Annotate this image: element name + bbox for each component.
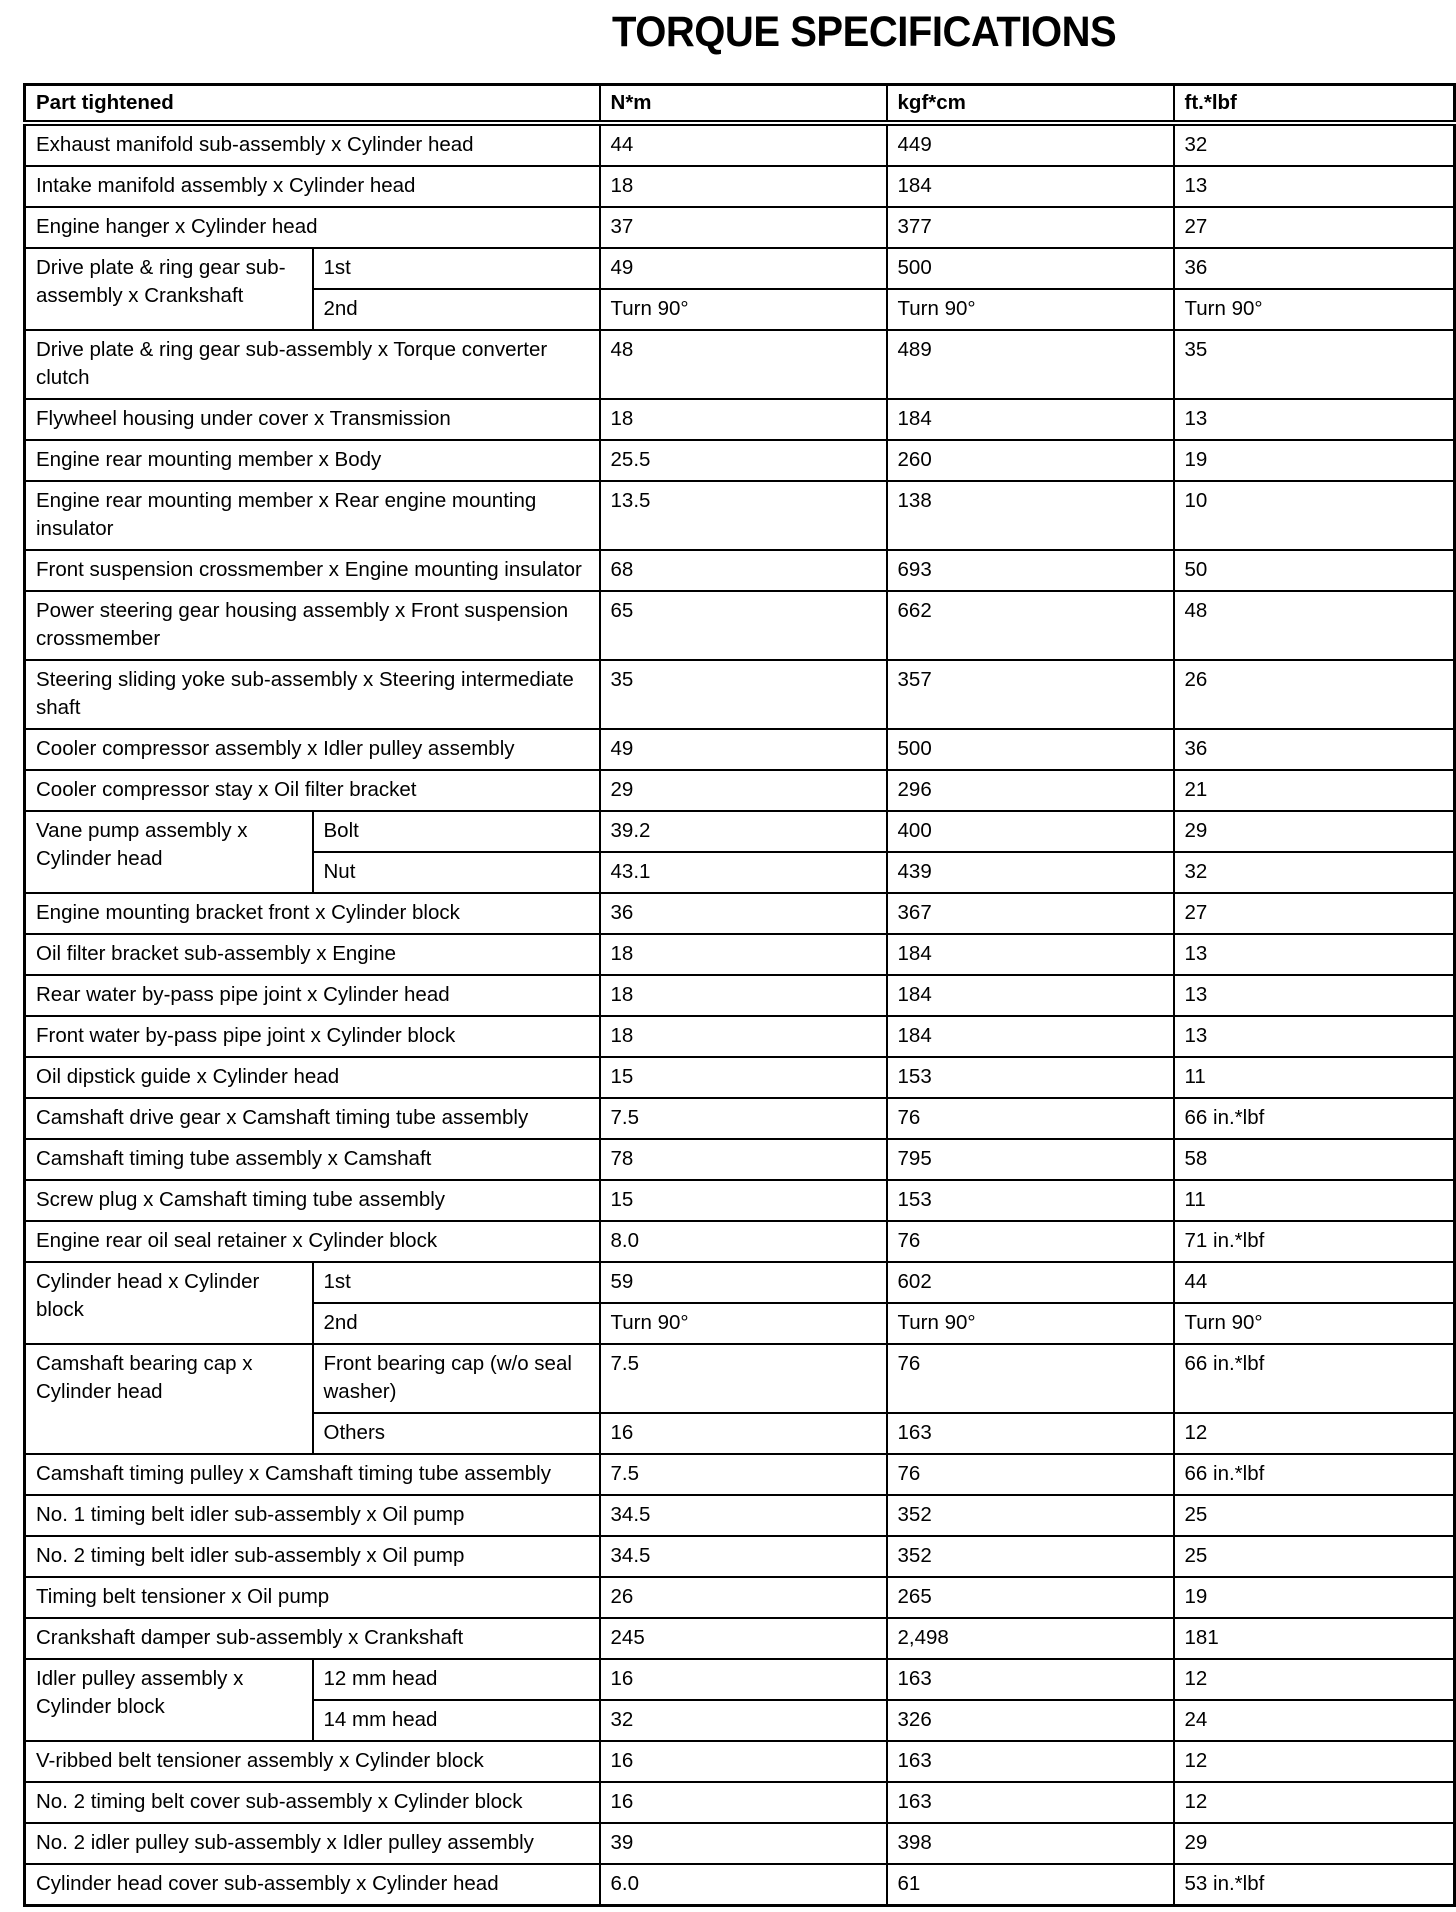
part-cell: Cooler compressor stay x Oil filter bracket (25, 770, 600, 811)
table-row (25, 1741, 1455, 1782)
ft-lbf-cell: 13 (1174, 166, 1455, 207)
kgf-cm-cell: Turn 90° (887, 1303, 1174, 1344)
kgf-cm-cell: Turn 90° (887, 289, 1174, 330)
nm-cell: 44 (600, 123, 887, 166)
nm-cell: 34.5 (600, 1495, 887, 1536)
ft-lbf-cell: 27 (1174, 893, 1455, 934)
part-cell: Timing belt tensioner x Oil pump (25, 1577, 600, 1618)
part-cell: Intake manifold assembly x Cylinder head (25, 166, 600, 207)
table-row (25, 248, 1455, 289)
kgf-cm-cell: 153 (887, 1057, 1174, 1098)
part-cell: Oil filter bracket sub-assembly x Engine (25, 934, 600, 975)
ft-lbf-cell: 12 (1174, 1659, 1455, 1700)
ft-lbf-cell: 36 (1174, 248, 1455, 289)
nm-cell: 18 (600, 1016, 887, 1057)
ft-lbf-cell: 66 in.*lbf (1174, 1098, 1455, 1139)
table-row (25, 550, 1455, 591)
table-row (25, 1139, 1455, 1180)
nm-cell: 18 (600, 934, 887, 975)
part-cell: Exhaust manifold sub-assembly x Cylinder head (25, 123, 600, 166)
ft-lbf-cell: 66 in.*lbf (1174, 1344, 1455, 1413)
part-cell: Vane pump assembly x Cylinder head (25, 811, 313, 893)
condition-cell: Nut (313, 852, 600, 893)
nm-cell: 7.5 (600, 1098, 887, 1139)
ft-lbf-cell: 13 (1174, 1016, 1455, 1057)
nm-cell: 26 (600, 1577, 887, 1618)
part-cell: No. 2 timing belt cover sub-assembly x Cylinder block (25, 1782, 600, 1823)
nm-cell: 78 (600, 1139, 887, 1180)
kgf-cm-cell: 662 (887, 591, 1174, 660)
table-row (25, 166, 1455, 207)
ft-lbf-cell: 29 (1174, 1823, 1455, 1864)
condition-cell: 1st (313, 1262, 600, 1303)
part-cell: No. 1 timing belt idler sub-assembly x Oil pump (25, 1495, 600, 1536)
part-cell: Engine hanger x Cylinder head (25, 207, 600, 248)
table-row (25, 811, 1455, 852)
nm-cell: 68 (600, 550, 887, 591)
kgf-cm-cell: 153 (887, 1180, 1174, 1221)
kgf-cm-cell: 449 (887, 123, 1174, 166)
table-row (25, 207, 1455, 248)
nm-cell: 25.5 (600, 440, 887, 481)
nm-cell: 16 (600, 1413, 887, 1454)
kgf-cm-cell: 260 (887, 440, 1174, 481)
part-cell: Idler pulley assembly x Cylinder block (25, 1659, 313, 1741)
ft-lbf-cell: 12 (1174, 1741, 1455, 1782)
table-row (25, 591, 1455, 660)
part-cell: Oil dipstick guide x Cylinder head (25, 1057, 600, 1098)
table-row (25, 729, 1455, 770)
kgf-cm-cell: 500 (887, 248, 1174, 289)
kgf-cm-cell: 184 (887, 934, 1174, 975)
ft-lbf-cell: 25 (1174, 1495, 1455, 1536)
kgf-cm-cell: 2,498 (887, 1618, 1174, 1659)
ft-lbf-cell: 24 (1174, 1700, 1455, 1741)
kgf-cm-cell: 163 (887, 1782, 1174, 1823)
kgf-cm-cell: 138 (887, 481, 1174, 550)
nm-cell: 15 (600, 1057, 887, 1098)
ft-lbf-cell: 13 (1174, 399, 1455, 440)
part-cell: Cylinder head x Cylinder block (25, 1262, 313, 1344)
ft-lbf-cell: 71 in.*lbf (1174, 1221, 1455, 1262)
table-header-row (25, 85, 1455, 124)
part-cell: Rear water by-pass pipe joint x Cylinder head (25, 975, 600, 1016)
table-row (25, 1659, 1455, 1700)
ft-lbf-cell: 12 (1174, 1782, 1455, 1823)
ft-lbf-cell: 12 (1174, 1413, 1455, 1454)
ft-lbf-cell: 35 (1174, 330, 1455, 399)
kgf-cm-cell: 163 (887, 1413, 1174, 1454)
nm-cell: 7.5 (600, 1454, 887, 1495)
part-cell: Engine mounting bracket front x Cylinder block (25, 893, 600, 934)
kgf-cm-cell: 602 (887, 1262, 1174, 1303)
nm-cell: 39 (600, 1823, 887, 1864)
nm-cell: 16 (600, 1659, 887, 1700)
table-row (25, 330, 1455, 399)
ft-lbf-cell: 48 (1174, 591, 1455, 660)
kgf-cm-cell: 398 (887, 1823, 1174, 1864)
kgf-cm-cell: 439 (887, 852, 1174, 893)
kgf-cm-cell: 76 (887, 1221, 1174, 1262)
table-row (25, 1823, 1455, 1864)
kgf-cm-cell: 184 (887, 1016, 1174, 1057)
kgf-cm-cell: 184 (887, 399, 1174, 440)
part-cell: Drive plate & ring gear sub-assembly x Crankshaft (25, 248, 313, 330)
kgf-cm-cell: 795 (887, 1139, 1174, 1180)
table-body (25, 123, 1455, 1906)
header-ft-lbf: ft.*lbf (1174, 85, 1455, 124)
ft-lbf-cell: 44 (1174, 1262, 1455, 1303)
ft-lbf-cell: 25 (1174, 1536, 1455, 1577)
table-row (25, 399, 1455, 440)
table-row (25, 1864, 1455, 1906)
nm-cell: 8.0 (600, 1221, 887, 1262)
table-row (25, 1454, 1455, 1495)
part-cell: Engine rear mounting member x Body (25, 440, 600, 481)
nm-cell: 43.1 (600, 852, 887, 893)
kgf-cm-cell: 163 (887, 1741, 1174, 1782)
kgf-cm-cell: 184 (887, 975, 1174, 1016)
nm-cell: 49 (600, 729, 887, 770)
kgf-cm-cell: 400 (887, 811, 1174, 852)
ft-lbf-cell: 32 (1174, 852, 1455, 893)
condition-cell: 14 mm head (313, 1700, 600, 1741)
ft-lbf-cell: 181 (1174, 1618, 1455, 1659)
kgf-cm-cell: 352 (887, 1536, 1174, 1577)
part-cell: Front suspension crossmember x Engine mounting insulator (25, 550, 600, 591)
part-cell: Engine rear oil seal retainer x Cylinder block (25, 1221, 600, 1262)
table-row (25, 481, 1455, 550)
table-row (25, 660, 1455, 729)
ft-lbf-cell: 26 (1174, 660, 1455, 729)
condition-cell: Bolt (313, 811, 600, 852)
kgf-cm-cell: 265 (887, 1577, 1174, 1618)
ft-lbf-cell: 32 (1174, 123, 1455, 166)
nm-cell: 32 (600, 1700, 887, 1741)
ft-lbf-cell: 36 (1174, 729, 1455, 770)
nm-cell: 245 (600, 1618, 887, 1659)
nm-cell: 18 (600, 399, 887, 440)
ft-lbf-cell: 11 (1174, 1180, 1455, 1221)
ft-lbf-cell: 21 (1174, 770, 1455, 811)
part-cell: Engine rear mounting member x Rear engine mounting insulator (25, 481, 600, 550)
table-row (25, 1344, 1455, 1413)
nm-cell: 18 (600, 975, 887, 1016)
kgf-cm-cell: 352 (887, 1495, 1174, 1536)
part-cell: Camshaft timing pulley x Camshaft timing tube assembly (25, 1454, 600, 1495)
kgf-cm-cell: 500 (887, 729, 1174, 770)
ft-lbf-cell: 29 (1174, 811, 1455, 852)
table-row (25, 1180, 1455, 1221)
condition-cell: 2nd (313, 1303, 600, 1344)
nm-cell: 6.0 (600, 1864, 887, 1906)
header-nm: N*m (600, 85, 887, 124)
nm-cell: 16 (600, 1741, 887, 1782)
page-title: TORQUE SPECIFICATIONS (612, 8, 1117, 56)
nm-cell: 29 (600, 770, 887, 811)
nm-cell: 48 (600, 330, 887, 399)
header-kgf-cm: kgf*cm (887, 85, 1174, 124)
kgf-cm-cell: 76 (887, 1454, 1174, 1495)
kgf-cm-cell: 367 (887, 893, 1174, 934)
part-cell: No. 2 idler pulley sub-assembly x Idler pulley assembly (25, 1823, 600, 1864)
part-cell: Camshaft drive gear x Camshaft timing tube assembly (25, 1098, 600, 1139)
part-cell: Power steering gear housing assembly x Front suspension crossmember (25, 591, 600, 660)
ft-lbf-cell: 10 (1174, 481, 1455, 550)
nm-cell: 34.5 (600, 1536, 887, 1577)
part-cell: Screw plug x Camshaft timing tube assembly (25, 1180, 600, 1221)
ft-lbf-cell: 19 (1174, 1577, 1455, 1618)
nm-cell: 65 (600, 591, 887, 660)
nm-cell: 36 (600, 893, 887, 934)
part-cell: Drive plate & ring gear sub-assembly x Torque converter clutch (25, 330, 600, 399)
table-row (25, 440, 1455, 481)
kgf-cm-cell: 61 (887, 1864, 1174, 1906)
header-part-tightened: Part tightened (25, 85, 600, 124)
torque-spec-table (23, 83, 1456, 1907)
part-cell: V-ribbed belt tensioner assembly x Cylinder block (25, 1741, 600, 1782)
part-cell: Camshaft bearing cap x Cylinder head (25, 1344, 313, 1454)
nm-cell: 13.5 (600, 481, 887, 550)
kgf-cm-cell: 296 (887, 770, 1174, 811)
table-row (25, 975, 1455, 1016)
ft-lbf-cell: Turn 90° (1174, 289, 1455, 330)
ft-lbf-cell: 66 in.*lbf (1174, 1454, 1455, 1495)
table-row (25, 1618, 1455, 1659)
ft-lbf-cell: 50 (1174, 550, 1455, 591)
table-row (25, 893, 1455, 934)
part-cell: No. 2 timing belt idler sub-assembly x Oil pump (25, 1536, 600, 1577)
condition-cell: 2nd (313, 289, 600, 330)
condition-cell: 1st (313, 248, 600, 289)
condition-cell: Others (313, 1413, 600, 1454)
nm-cell: 16 (600, 1782, 887, 1823)
table-row (25, 1262, 1455, 1303)
nm-cell: 15 (600, 1180, 887, 1221)
part-cell: Crankshaft damper sub-assembly x Crankshaft (25, 1618, 600, 1659)
nm-cell: 35 (600, 660, 887, 729)
table-row (25, 123, 1455, 166)
table-row (25, 1782, 1455, 1823)
part-cell: Steering sliding yoke sub-assembly x Steering intermediate shaft (25, 660, 600, 729)
table-row (25, 934, 1455, 975)
kgf-cm-cell: 184 (887, 166, 1174, 207)
nm-cell: 18 (600, 166, 887, 207)
kgf-cm-cell: 76 (887, 1344, 1174, 1413)
table-row (25, 1098, 1455, 1139)
kgf-cm-cell: 377 (887, 207, 1174, 248)
nm-cell: 59 (600, 1262, 887, 1303)
ft-lbf-cell: 13 (1174, 975, 1455, 1016)
kgf-cm-cell: 76 (887, 1098, 1174, 1139)
condition-cell: 12 mm head (313, 1659, 600, 1700)
ft-lbf-cell: 11 (1174, 1057, 1455, 1098)
kgf-cm-cell: 357 (887, 660, 1174, 729)
nm-cell: 7.5 (600, 1344, 887, 1413)
ft-lbf-cell: 58 (1174, 1139, 1455, 1180)
condition-cell: Front bearing cap (w/o seal washer) (313, 1344, 600, 1413)
part-cell: Cylinder head cover sub-assembly x Cylinder head (25, 1864, 600, 1906)
table-row (25, 770, 1455, 811)
kgf-cm-cell: 326 (887, 1700, 1174, 1741)
kgf-cm-cell: 693 (887, 550, 1174, 591)
nm-cell: Turn 90° (600, 1303, 887, 1344)
kgf-cm-cell: 163 (887, 1659, 1174, 1700)
nm-cell: 37 (600, 207, 887, 248)
nm-cell: 49 (600, 248, 887, 289)
ft-lbf-cell: Turn 90° (1174, 1303, 1455, 1344)
table-row (25, 1016, 1455, 1057)
part-cell: Flywheel housing under cover x Transmission (25, 399, 600, 440)
part-cell: Cooler compressor assembly x Idler pulley assembly (25, 729, 600, 770)
ft-lbf-cell: 27 (1174, 207, 1455, 248)
nm-cell: 39.2 (600, 811, 887, 852)
nm-cell: Turn 90° (600, 289, 887, 330)
ft-lbf-cell: 19 (1174, 440, 1455, 481)
part-cell: Front water by-pass pipe joint x Cylinder block (25, 1016, 600, 1057)
table-row (25, 1577, 1455, 1618)
ft-lbf-cell: 53 in.*lbf (1174, 1864, 1455, 1906)
table-row (25, 1221, 1455, 1262)
table-row (25, 1057, 1455, 1098)
table-row (25, 1495, 1455, 1536)
part-cell: Camshaft timing tube assembly x Camshaft (25, 1139, 600, 1180)
kgf-cm-cell: 489 (887, 330, 1174, 399)
ft-lbf-cell: 13 (1174, 934, 1455, 975)
table-row (25, 1536, 1455, 1577)
